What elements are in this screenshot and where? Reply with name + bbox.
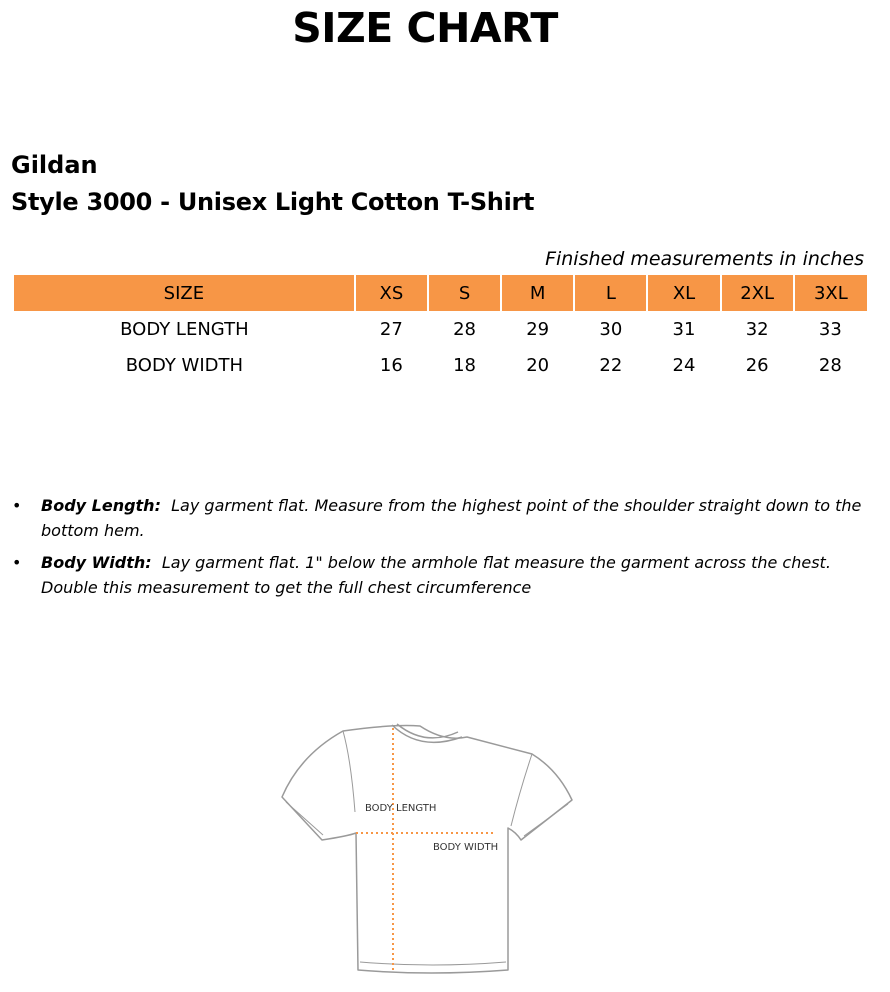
row-label: BODY WIDTH bbox=[125, 354, 244, 376]
column-header-xs: XS bbox=[355, 275, 428, 311]
table-cell: 29 bbox=[526, 318, 550, 340]
table-cell: 28 bbox=[818, 354, 842, 376]
tshirt-outline-icon bbox=[282, 724, 572, 973]
brand-name: Gildan bbox=[11, 151, 98, 179]
column-header-3xl: 3XL bbox=[794, 275, 867, 311]
bullet-icon: • bbox=[12, 496, 22, 515]
units-note: Finished measurements in inches bbox=[545, 248, 864, 270]
body-width-label: BODY WIDTH bbox=[433, 842, 499, 853]
table-cell: 18 bbox=[453, 354, 476, 376]
row-label: BODY LENGTH bbox=[120, 318, 249, 340]
column-header-xl: XL bbox=[647, 275, 720, 311]
table-cell: 24 bbox=[672, 354, 696, 376]
note-text: Lay garment flat. 1" below the armhole flat measure the garment across the chest. Double this measurement to get the full chest circumference bbox=[41, 553, 831, 597]
column-header-l: L bbox=[574, 275, 647, 311]
table-cell: 31 bbox=[672, 318, 696, 340]
table-cell: 20 bbox=[526, 354, 550, 376]
table-cell: 26 bbox=[745, 354, 769, 376]
table-cell: 33 bbox=[818, 318, 842, 340]
note-text: Lay garment flat. Measure from the highest point of the shoulder straight down to the bottom hem. bbox=[41, 496, 862, 540]
column-header-s: S bbox=[428, 275, 501, 311]
table-cell: 30 bbox=[599, 318, 623, 340]
column-header-2xl: 2XL bbox=[721, 275, 794, 311]
table-cell: 32 bbox=[745, 318, 769, 340]
column-header-m: M bbox=[501, 275, 574, 311]
note-term: Body Width: bbox=[41, 553, 152, 572]
table-cell: 27 bbox=[379, 318, 403, 340]
table-cell: 22 bbox=[599, 354, 623, 376]
column-header-size: SIZE bbox=[14, 275, 355, 311]
bullet-icon: • bbox=[12, 553, 22, 572]
table-cell: 16 bbox=[379, 354, 403, 376]
note-term: Body Length: bbox=[41, 496, 161, 515]
body-length-label: BODY LENGTH bbox=[365, 803, 437, 814]
table-cell: 28 bbox=[453, 318, 476, 340]
page-title: SIZE CHART bbox=[292, 4, 558, 52]
product-style: Style 3000 - Unisex Light Cotton T-Shirt bbox=[11, 188, 535, 216]
